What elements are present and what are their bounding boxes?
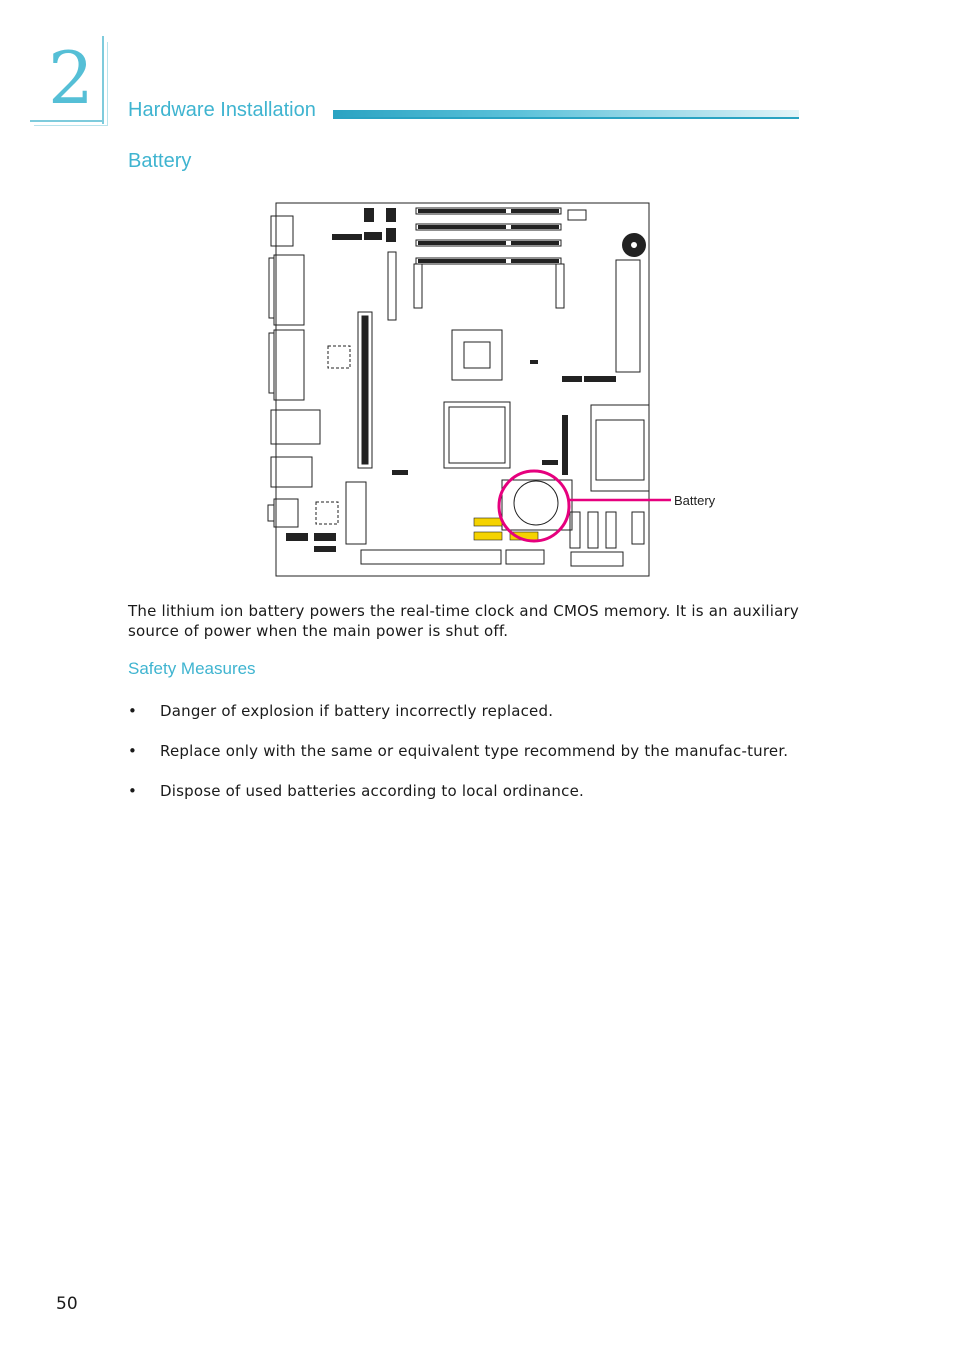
- bullet-glyph: •: [128, 742, 138, 760]
- bullet-glyph: •: [128, 782, 138, 800]
- sata-connector: [588, 512, 598, 548]
- black-dimm-bar: [418, 259, 506, 263]
- chapter-title-rule: [333, 117, 799, 119]
- bullet-glyph: •: [128, 702, 138, 720]
- yellow-jumper: [474, 518, 502, 526]
- black-dimm-bar: [418, 209, 506, 213]
- io-port: [271, 216, 293, 246]
- io-port: [274, 499, 298, 527]
- pci-slot: [361, 550, 501, 564]
- header-pins: [562, 376, 582, 382]
- io-port: [268, 505, 274, 521]
- list-item-text: Dispose of used batteries according to local ordinance.: [160, 782, 584, 800]
- memory-slot-frame: [414, 264, 422, 308]
- sata-connector: [606, 512, 616, 548]
- chapter-number-box: [30, 36, 102, 124]
- black-dimm-bar: [418, 241, 506, 245]
- header-pins: [332, 234, 362, 240]
- list-item-text: Replace only with the same or equivalent type recommend by the manufac-turer.: [160, 742, 789, 760]
- header-pins: [392, 470, 408, 475]
- black-dimm-bar: [511, 209, 559, 213]
- io-port: [271, 457, 312, 487]
- io-port: [274, 255, 304, 325]
- io-port: [271, 410, 320, 444]
- battery-callout-label: Battery: [674, 493, 716, 508]
- power-connector: [616, 260, 640, 372]
- header-pins: [314, 533, 336, 541]
- page-number: 50: [56, 1294, 78, 1314]
- chipset-die: [449, 407, 505, 463]
- list-item: [128, 781, 799, 801]
- battery-holder-box: [502, 480, 572, 530]
- dimm-vertical: [362, 316, 368, 464]
- chapter-box-line: [102, 36, 104, 124]
- header-pins: [386, 228, 396, 242]
- cf-slot-inner: [596, 420, 644, 480]
- board-outline: [276, 203, 649, 576]
- chapter-number: 2: [48, 36, 94, 120]
- pci-slot: [506, 550, 544, 564]
- header-pins: [386, 208, 396, 222]
- black-dimm-bar: [511, 225, 559, 229]
- list-item: [128, 701, 799, 721]
- io-port: [269, 258, 274, 318]
- header-pins: [314, 546, 336, 552]
- chip-small: [316, 502, 338, 524]
- yellow-jumper: [474, 532, 502, 540]
- header-block: [346, 482, 366, 544]
- header-block: [388, 252, 396, 320]
- battery-cell: [514, 481, 558, 525]
- io-connector-strip: [562, 415, 568, 475]
- black-dimm-bar: [418, 225, 506, 229]
- io-port: [274, 330, 304, 400]
- motherboard-diagram: [266, 200, 736, 580]
- header-pins: [364, 208, 374, 222]
- cpu-socket: [452, 330, 502, 380]
- chipset: [444, 402, 510, 468]
- header-pins: [632, 512, 644, 544]
- chapter-title: Hardware Installation: [128, 99, 316, 121]
- safety-list: [128, 701, 799, 821]
- chapter-box-line: [34, 125, 108, 126]
- list-item: [128, 741, 799, 761]
- section-heading-safety: Safety Measures: [128, 659, 256, 678]
- black-dimm-bar: [511, 259, 559, 263]
- header-pins: [542, 460, 558, 465]
- black-dimm-bar: [511, 241, 559, 245]
- header-pins: [286, 533, 308, 541]
- jumper-block: [568, 210, 586, 220]
- cf-slot: [591, 405, 649, 491]
- header-pins: [364, 232, 382, 240]
- memory-slot-frame: [556, 264, 564, 308]
- battery-description: The lithium ion battery powers the real-time clock and CMOS memory. It is an auxiliary source of power when the main power is shut off.: [128, 602, 799, 640]
- chapter-box-line: [107, 42, 108, 126]
- io-port: [269, 333, 274, 393]
- header-pins: [530, 360, 538, 364]
- header-pins: [584, 376, 616, 382]
- sata-slot: [571, 552, 623, 566]
- chip-small: [328, 346, 350, 368]
- section-heading-battery: Battery: [128, 150, 192, 172]
- cpu-die: [464, 342, 490, 368]
- chapter-box-line: [30, 120, 104, 122]
- list-item-text: Danger of explosion if battery incorrectly replaced.: [160, 702, 554, 720]
